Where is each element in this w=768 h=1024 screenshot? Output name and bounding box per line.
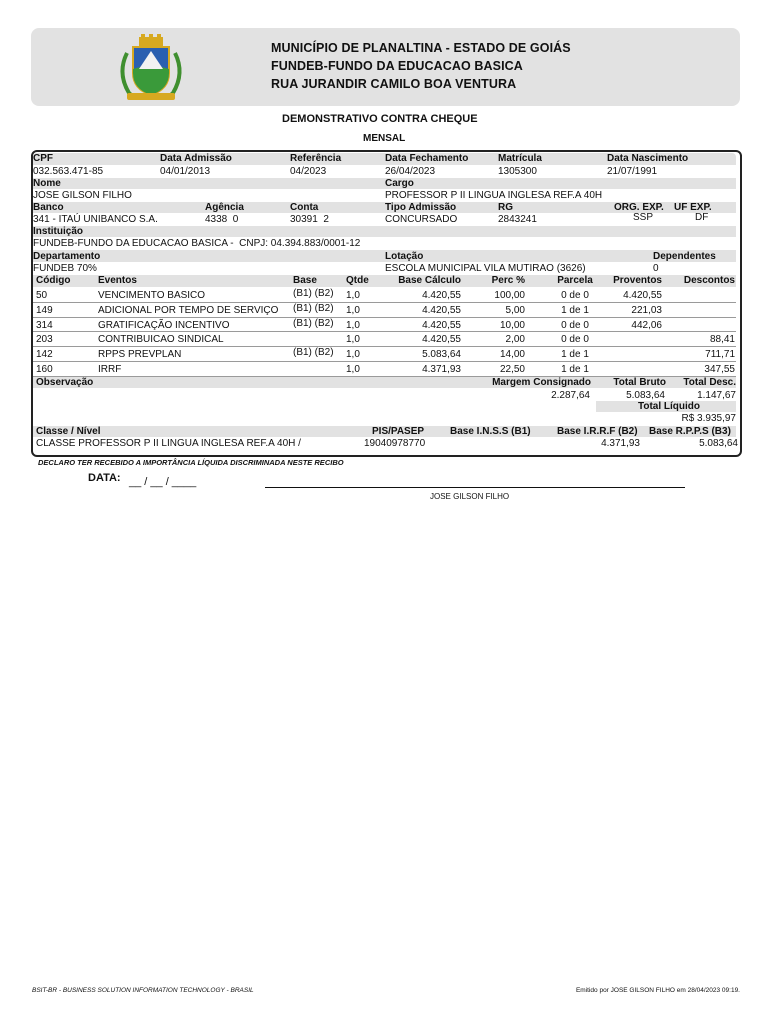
- col-eventos: Eventos: [98, 275, 137, 286]
- label-rg: RG: [498, 202, 513, 213]
- cell-descontos: 711,71: [705, 349, 735, 360]
- cell-codigo: 142: [36, 349, 53, 360]
- cell-evento: GRATIFICAÇÃO INCENTIVO: [98, 320, 230, 331]
- value-data-admissao: 04/01/2013: [160, 166, 211, 177]
- cell-base-calc: 4.420,55: [422, 290, 461, 301]
- label-base-inss: Base I.N.S.S (B1): [450, 426, 531, 437]
- label-classe: Classe / Nível: [36, 426, 101, 437]
- label-uf-exp: UF EXP.: [674, 202, 712, 213]
- col-base-calculo: Base Cálculo: [398, 275, 461, 286]
- label-data-fechamento: Data Fechamento: [385, 153, 469, 164]
- date-blank: __ / __ / ____: [129, 476, 197, 488]
- cell-parcela: 0 de 0: [561, 320, 589, 331]
- label-total-bruto: Total Bruto: [613, 377, 666, 388]
- document-title: DEMONSTRATIVO CONTRA CHEQUE: [282, 113, 478, 125]
- label-base-rpps: Base R.P.P.S (B3): [649, 426, 731, 437]
- band-instituicao: [33, 226, 736, 237]
- footer-left: BSIT-BR - BUSINESS SOLUTION INFORMATION TECHNOLOGY - BRASIL: [32, 987, 254, 994]
- signature-line: [265, 487, 685, 488]
- cell-codigo: 160: [36, 364, 53, 375]
- label-org-exp: ORG. EXP.: [614, 202, 664, 213]
- label-departamento: Departamento: [33, 251, 101, 262]
- value-data-fechamento: 26/04/2023: [385, 166, 436, 177]
- cell-proventos: 4.420,55: [623, 290, 662, 301]
- label-cpf: CPF: [33, 153, 53, 164]
- cell-perc: 100,00: [494, 290, 525, 301]
- cell-qtde: 1,0: [346, 334, 360, 345]
- cell-base: (B1) (B2): [293, 288, 334, 299]
- cell-base-calc: 4.420,55: [422, 334, 461, 345]
- cell-base-calc: 5.083,64: [422, 349, 461, 360]
- value-nome: JOSE GILSON FILHO: [33, 190, 132, 201]
- cell-descontos: 88,41: [709, 334, 735, 345]
- label-margem: Margem Consignado: [492, 377, 591, 388]
- value-cargo: PROFESSOR P II LINGUA INGLESA REF.A 40H: [385, 190, 603, 201]
- value-banco: 341 - ITAÚ UNIBANCO S.A.: [33, 214, 158, 225]
- label-tipo-admissao: Tipo Admissão: [385, 202, 457, 213]
- cell-qtde: 1,0: [346, 320, 360, 331]
- cell-perc: 5,00: [505, 305, 525, 316]
- cell-perc: 22,50: [499, 364, 525, 375]
- cell-qtde: 1,0: [346, 349, 360, 360]
- col-codigo: Código: [36, 275, 71, 286]
- cell-base-calc: 4.371,93: [422, 364, 461, 375]
- cell-base: (B1) (B2): [293, 347, 334, 358]
- cell-parcela: 1 de 1: [561, 305, 589, 316]
- col-base: Base: [293, 275, 317, 286]
- value-total-bruto: 5.083,64: [626, 390, 665, 401]
- row-divider: [33, 331, 736, 332]
- value-total-liquido: R$ 3.935,97: [681, 413, 736, 424]
- cell-base: (B1) (B2): [293, 318, 334, 329]
- cell-perc: 10,00: [499, 320, 525, 331]
- value-pis: 19040978770: [364, 438, 426, 449]
- row-divider: [33, 317, 736, 318]
- label-total-liquido: Total Líquido: [637, 401, 700, 412]
- value-margem: 2.287,64: [551, 390, 590, 401]
- value-matricula: 1305300: [498, 166, 537, 177]
- label-conta: Conta: [290, 202, 319, 213]
- label-nome: Nome: [33, 178, 61, 189]
- cell-parcela: 1 de 1: [561, 364, 589, 375]
- col-qtde: Qtde: [346, 275, 369, 286]
- label-banco: Banco: [33, 202, 64, 213]
- label-total-desc: Total Desc.: [683, 377, 736, 388]
- col-descontos: Descontos: [683, 275, 735, 286]
- value-instituicao: FUNDEB-FUNDO DA EDUCACAO BASICA - CNPJ: 04.394.883/0001-12: [33, 238, 361, 249]
- cell-perc: 14,00: [499, 349, 525, 360]
- footer-right: Emitido por JOSE GILSON FILHO em 28/04/2023 09:19.: [575, 987, 740, 994]
- cell-qtde: 1,0: [346, 290, 360, 301]
- label-agencia: Agência: [205, 202, 244, 213]
- value-dependentes: 0: [653, 263, 659, 274]
- label-observacao: Observação: [36, 377, 94, 388]
- cell-parcela: 0 de 0: [561, 290, 589, 301]
- header-line-2: FUNDEB-FUNDO DA EDUCACAO BASICA: [271, 59, 523, 73]
- value-base-irrf: 4.371,93: [601, 438, 640, 449]
- value-agencia: 4338 0: [205, 214, 239, 225]
- label-data-nascimento: Data Nascimento: [607, 153, 689, 164]
- value-uf-exp: DF: [695, 212, 709, 223]
- col-perc: Perc %: [491, 275, 525, 286]
- cell-base: (B1) (B2): [293, 303, 334, 314]
- col-parcela: Parcela: [557, 275, 593, 286]
- municipal-crest-icon: [113, 33, 189, 103]
- value-rg: 2843241: [498, 214, 537, 225]
- row-divider: [33, 302, 736, 303]
- cell-evento: IRRF: [98, 364, 122, 375]
- row-divider: [33, 361, 736, 362]
- cell-evento: CONTRIBUICAO SINDICAL: [98, 334, 224, 345]
- value-data-nascimento: 21/07/1991: [607, 166, 658, 177]
- cell-descontos: 347,55: [704, 364, 735, 375]
- cell-evento: RPPS PREVPLAN: [98, 349, 182, 360]
- label-base-irrf: Base I.R.R.F (B2): [557, 426, 638, 437]
- cell-parcela: 1 de 1: [561, 349, 589, 360]
- value-departamento: FUNDEB 70%: [33, 263, 97, 274]
- cell-proventos: 221,03: [631, 305, 662, 316]
- value-total-desc: 1.147,67: [697, 390, 736, 401]
- row-divider: [33, 346, 736, 347]
- label-lotacao: Lotação: [385, 251, 424, 262]
- label-dependentes: Dependentes: [653, 251, 716, 262]
- value-lotacao: ESCOLA MUNICIPAL VILA MUTIRAO (3626): [385, 263, 586, 274]
- cell-evento: ADICIONAL POR TEMPO DE SERVIÇO: [98, 305, 279, 316]
- cell-qtde: 1,0: [346, 305, 360, 316]
- cell-perc: 2,00: [505, 334, 525, 345]
- document-subtitle: MENSAL: [363, 133, 406, 144]
- signature-name: JOSE GILSON FILHO: [430, 492, 510, 501]
- cell-parcela: 0 de 0: [561, 334, 589, 345]
- value-tipo-admissao: CONCURSADO: [385, 214, 458, 225]
- value-classe: CLASSE PROFESSOR P II LINGUA INGLESA REF.A 40H /: [36, 438, 301, 449]
- label-referencia: Referência: [290, 153, 342, 164]
- cell-codigo: 203: [36, 334, 53, 345]
- cell-base-calc: 4.420,55: [422, 320, 461, 331]
- label-pis: PIS/PASEP: [372, 426, 425, 437]
- value-referencia: 04/2023: [290, 166, 327, 177]
- cell-codigo: 314: [36, 320, 53, 331]
- value-conta: 30391 2: [290, 214, 329, 225]
- value-cpf: 032.563.471-85: [33, 166, 104, 177]
- col-proventos: Proventos: [613, 275, 662, 286]
- header-line-1: MUNICÍPIO DE PLANALTINA - ESTADO DE GOIÁS: [271, 41, 571, 55]
- cell-base-calc: 4.420,55: [422, 305, 461, 316]
- receipt-declaration: DECLARO TER RECEBIDO A IMPORTÂNCIA LÍQUIDA DISCRIMINADA NESTE RECIBO: [38, 458, 344, 467]
- cell-codigo: 149: [36, 305, 53, 316]
- label-matricula: Matrícula: [498, 153, 542, 164]
- cell-codigo: 50: [36, 290, 48, 301]
- label-cargo: Cargo: [385, 178, 414, 189]
- value-org-exp: SSP: [633, 212, 654, 223]
- header-line-3: RUA JURANDIR CAMILO BOA VENTURA: [271, 77, 517, 91]
- cell-evento: VENCIMENTO BASICO: [98, 290, 206, 301]
- label-data-admissao: Data Admissão: [160, 153, 232, 164]
- label-instituicao: Instituição: [33, 226, 84, 237]
- value-base-rpps: 5.083,64: [699, 438, 738, 449]
- cell-qtde: 1,0: [346, 364, 360, 375]
- date-label: DATA:: [88, 472, 121, 484]
- cell-proventos: 442,06: [631, 320, 662, 331]
